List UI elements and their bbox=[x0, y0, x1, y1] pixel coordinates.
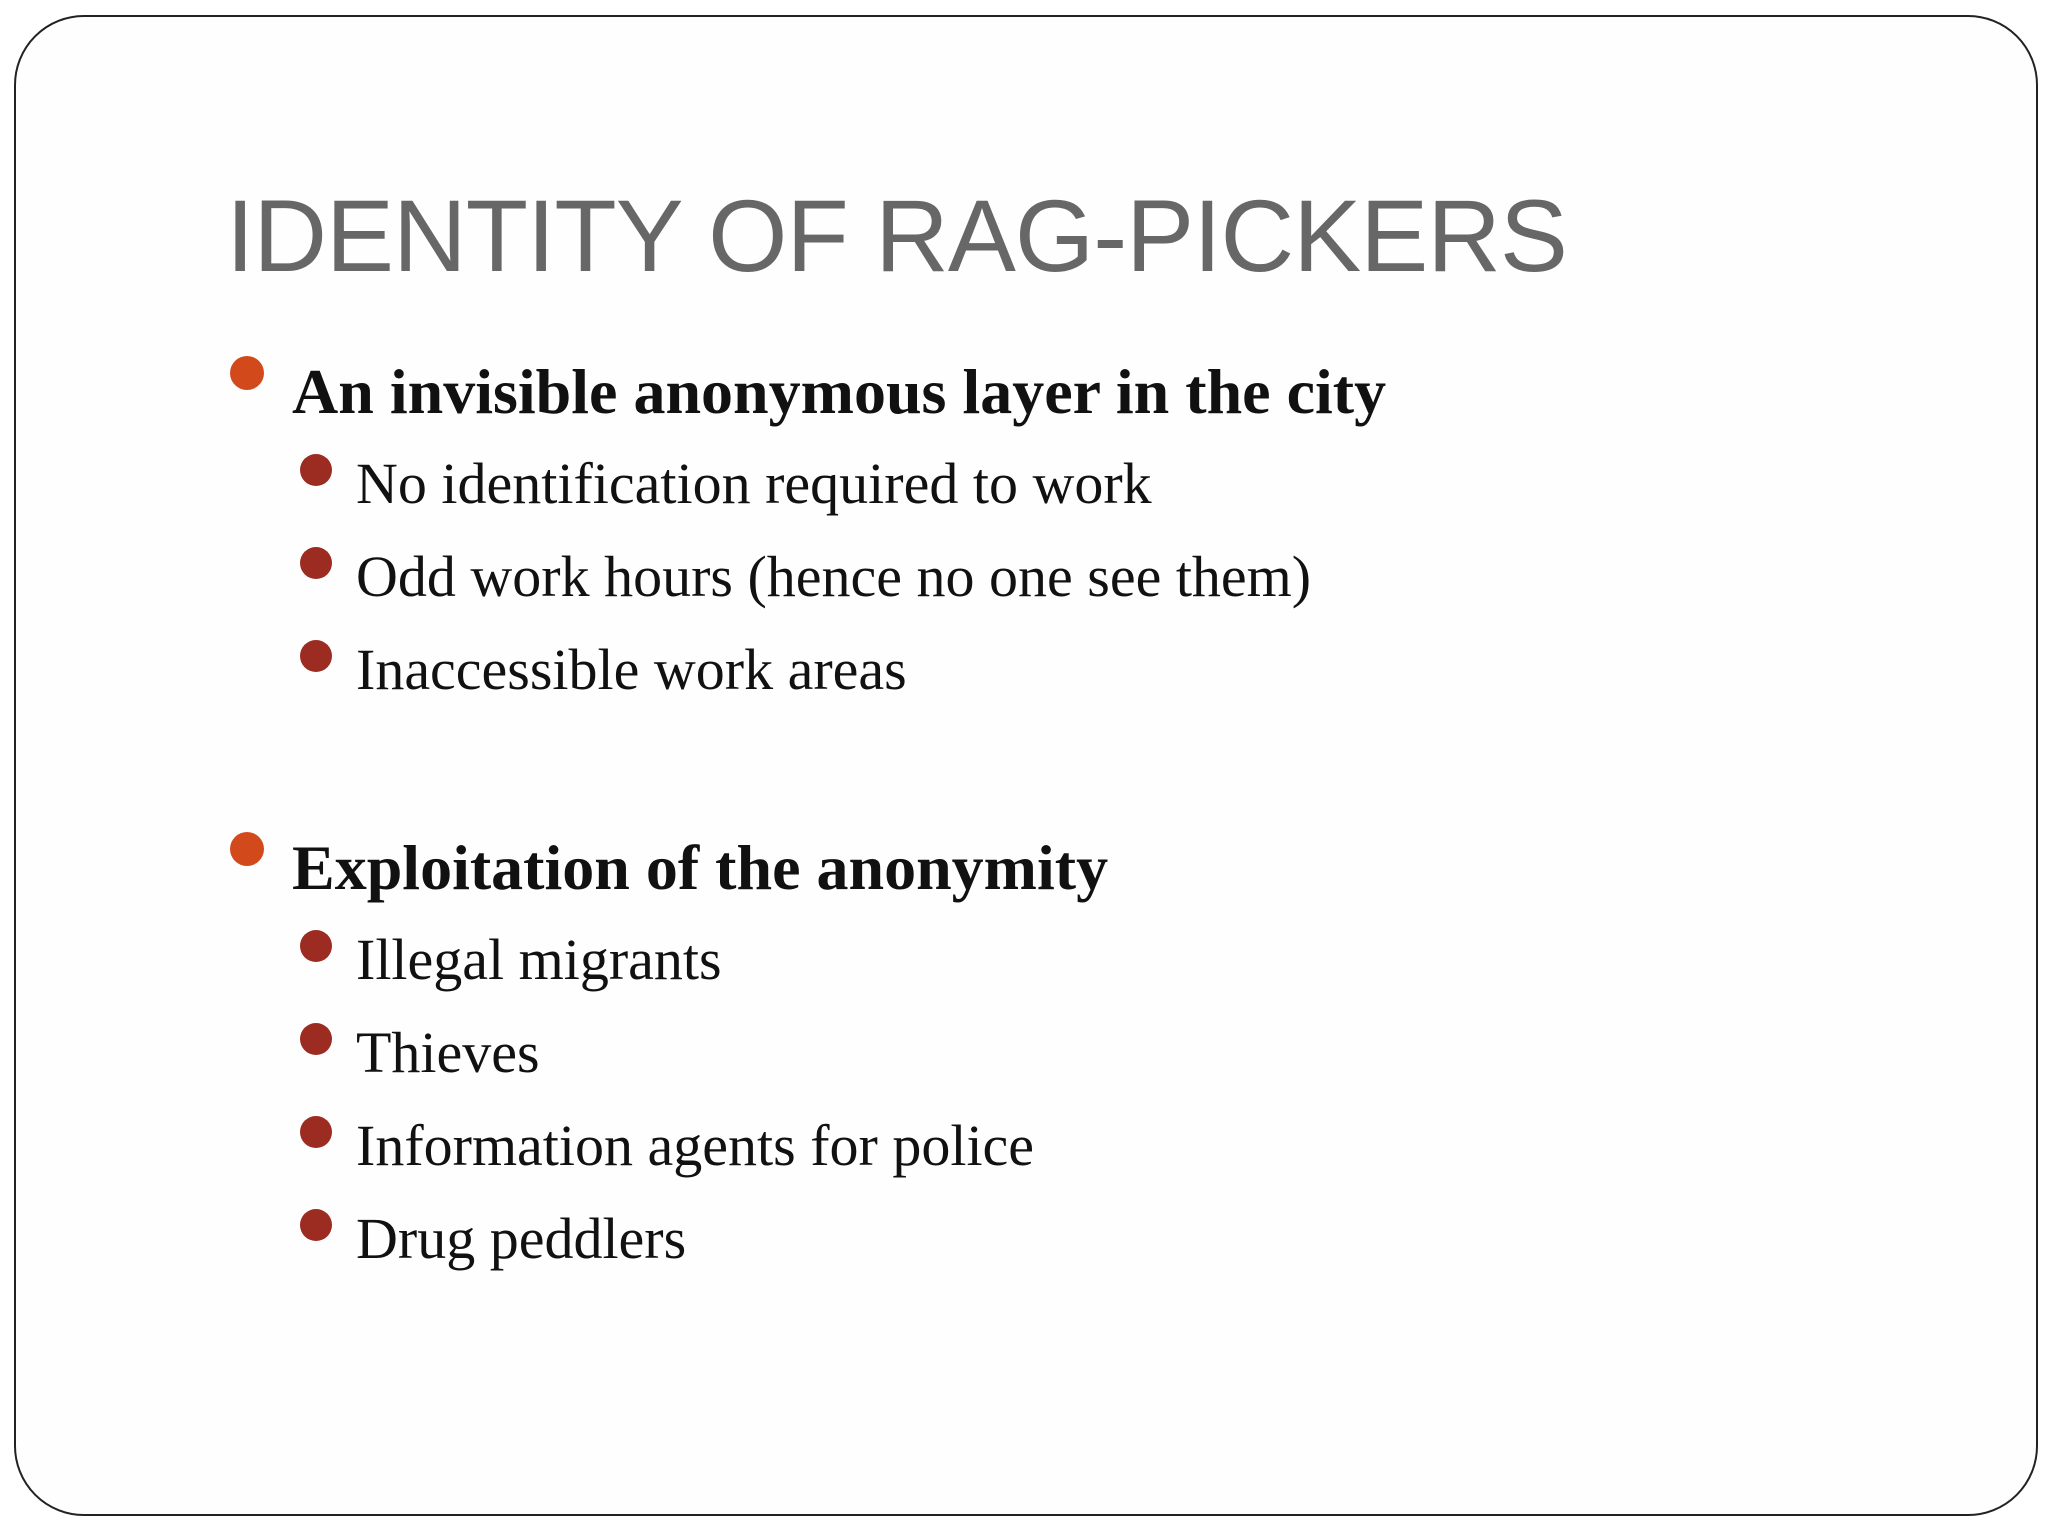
bullet-dot-icon bbox=[300, 640, 332, 672]
bullet-dot-icon bbox=[300, 454, 332, 486]
bullet-item-text: Thieves bbox=[356, 1020, 540, 1085]
bullet-dot-icon bbox=[230, 356, 264, 390]
slide-title: IDENTITY OF RAG-PICKERS bbox=[226, 179, 1567, 293]
bullet-dot-icon bbox=[300, 1023, 332, 1055]
bullet-item-text: Drug peddlers bbox=[356, 1206, 687, 1271]
bullet-item-text: Illegal migrants bbox=[356, 927, 722, 992]
bullet-heading-text: An invisible anonymous layer in the city bbox=[292, 356, 1387, 427]
bullet-dot-icon bbox=[230, 832, 264, 866]
bullet-dot-icon bbox=[300, 930, 332, 962]
bullet-heading-text: Exploitation of the anonymity bbox=[292, 832, 1109, 903]
bullet-item-text: Inaccessible work areas bbox=[356, 637, 907, 702]
bullet-dot-icon bbox=[300, 1116, 332, 1148]
bullet-item-text: Odd work hours (hence no one see them) bbox=[356, 544, 1312, 609]
bullet-dot-icon bbox=[300, 547, 332, 579]
bullet-dot-icon bbox=[300, 1209, 332, 1241]
bullet-item-text: No identification required to work bbox=[356, 451, 1152, 516]
bullet-item-text: Information agents for police bbox=[356, 1113, 1035, 1178]
